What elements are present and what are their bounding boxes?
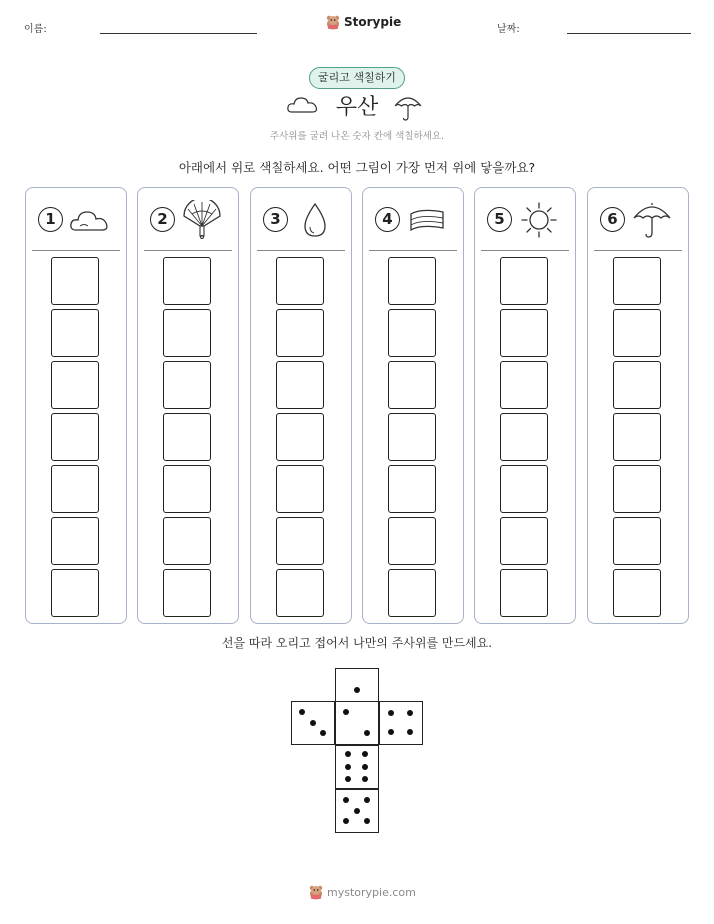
color-box[interactable] bbox=[613, 465, 661, 513]
color-box[interactable] bbox=[163, 517, 211, 565]
dice-pip bbox=[388, 710, 394, 716]
color-box[interactable] bbox=[388, 257, 436, 305]
title-cloud-icon bbox=[286, 94, 320, 116]
color-box[interactable] bbox=[500, 309, 548, 357]
color-box[interactable] bbox=[613, 413, 661, 461]
dice-face-bottom bbox=[335, 789, 379, 833]
color-box[interactable] bbox=[276, 569, 324, 617]
color-box[interactable] bbox=[500, 517, 548, 565]
page-title: 우산 bbox=[335, 95, 379, 120]
color-box[interactable] bbox=[51, 569, 99, 617]
dice-face-right bbox=[379, 701, 423, 745]
color-box[interactable] bbox=[276, 413, 324, 461]
column-number: 5 bbox=[487, 207, 512, 232]
color-box[interactable] bbox=[51, 309, 99, 357]
column-divider bbox=[257, 250, 345, 251]
column-number: 1 bbox=[38, 207, 63, 232]
column-number: 4 bbox=[375, 207, 400, 232]
color-box[interactable] bbox=[500, 465, 548, 513]
dice-pip bbox=[299, 709, 305, 715]
color-box[interactable] bbox=[276, 361, 324, 409]
brand-name: Storypie bbox=[344, 15, 402, 29]
color-box[interactable] bbox=[276, 309, 324, 357]
color-box[interactable] bbox=[613, 361, 661, 409]
color-box[interactable] bbox=[388, 569, 436, 617]
dice-pip bbox=[407, 729, 413, 735]
color-box[interactable] bbox=[388, 517, 436, 565]
color-box[interactable] bbox=[51, 465, 99, 513]
dice-pip bbox=[364, 797, 370, 803]
color-box[interactable] bbox=[388, 413, 436, 461]
column-number: 3 bbox=[263, 207, 288, 232]
water-drop-icon bbox=[293, 200, 337, 240]
color-box[interactable] bbox=[388, 465, 436, 513]
dice-pip bbox=[343, 709, 349, 715]
dice-pip bbox=[343, 818, 349, 824]
brand-logo bbox=[326, 14, 401, 30]
color-box[interactable] bbox=[613, 569, 661, 617]
color-box[interactable] bbox=[163, 361, 211, 409]
column-4 bbox=[362, 187, 464, 624]
color-box[interactable] bbox=[500, 413, 548, 461]
column-divider bbox=[481, 250, 569, 251]
column-6 bbox=[587, 187, 689, 624]
dice-pip bbox=[320, 730, 326, 736]
dice-pip bbox=[407, 710, 413, 716]
umbrella-icon bbox=[630, 200, 674, 240]
sun-icon bbox=[517, 200, 561, 240]
column-divider bbox=[594, 250, 682, 251]
column-divider bbox=[369, 250, 457, 251]
title-umbrella-icon bbox=[393, 92, 423, 122]
color-box[interactable] bbox=[51, 517, 99, 565]
color-box[interactable] bbox=[163, 569, 211, 617]
dice-pip bbox=[388, 729, 394, 735]
color-box[interactable] bbox=[388, 309, 436, 357]
dice-face-left bbox=[291, 701, 335, 745]
dice-pip bbox=[362, 751, 368, 757]
column-divider bbox=[32, 250, 120, 251]
color-box[interactable] bbox=[388, 361, 436, 409]
column-number: 2 bbox=[150, 207, 175, 232]
color-box[interactable] bbox=[613, 309, 661, 357]
bear-logo-icon bbox=[326, 14, 340, 30]
dice-pip bbox=[345, 751, 351, 757]
color-box[interactable] bbox=[500, 257, 548, 305]
dice-pip bbox=[354, 808, 360, 814]
color-box[interactable] bbox=[500, 569, 548, 617]
color-box[interactable] bbox=[276, 465, 324, 513]
dice-pip bbox=[362, 776, 368, 782]
footer bbox=[309, 884, 416, 900]
color-box[interactable] bbox=[163, 309, 211, 357]
towel-icon bbox=[405, 200, 449, 240]
date-label: 날짜: bbox=[497, 24, 520, 35]
color-box[interactable] bbox=[163, 413, 211, 461]
dice-pip bbox=[364, 730, 370, 736]
fan-icon bbox=[180, 200, 224, 240]
column-3 bbox=[250, 187, 352, 624]
color-box[interactable] bbox=[51, 413, 99, 461]
dice-pip bbox=[362, 764, 368, 770]
color-box[interactable] bbox=[51, 257, 99, 305]
dice-face-lower bbox=[335, 745, 379, 789]
color-box[interactable] bbox=[613, 517, 661, 565]
color-box[interactable] bbox=[51, 361, 99, 409]
color-box[interactable] bbox=[276, 517, 324, 565]
dice-pip bbox=[364, 818, 370, 824]
subtitle: 주사위를 굴려 나온 숫자 칸에 색칠하세요. bbox=[269, 131, 445, 142]
color-box[interactable] bbox=[163, 257, 211, 305]
dice-pip bbox=[354, 687, 360, 693]
activity-badge: 굴리고 색칠하기 bbox=[309, 67, 405, 89]
column-1 bbox=[25, 187, 127, 624]
column-2 bbox=[137, 187, 239, 624]
dice-pip bbox=[310, 720, 316, 726]
dice-face-center bbox=[335, 701, 379, 745]
dice-instruction: 선을 따라 오리고 접어서 나만의 주사위를 만드세요. bbox=[221, 636, 493, 650]
date-line bbox=[567, 33, 691, 34]
dice-pip bbox=[343, 797, 349, 803]
footer-site: mystorypie.com bbox=[327, 885, 416, 899]
dice-pip bbox=[345, 776, 351, 782]
cloud-icon bbox=[68, 200, 112, 240]
footer-bear-icon bbox=[309, 884, 323, 900]
color-box[interactable] bbox=[613, 257, 661, 305]
dice-pip bbox=[345, 764, 351, 770]
column-5 bbox=[474, 187, 576, 624]
name-line bbox=[100, 33, 257, 34]
color-box[interactable] bbox=[276, 257, 324, 305]
color-box[interactable] bbox=[500, 361, 548, 409]
column-divider bbox=[144, 250, 232, 251]
color-box[interactable] bbox=[163, 465, 211, 513]
name-label: 이름: bbox=[24, 24, 47, 35]
column-number: 6 bbox=[600, 207, 625, 232]
instruction-text: 아래에서 위로 색칠하세요. 어떤 그림이 가장 먼저 위에 닿을까요? bbox=[178, 160, 536, 175]
